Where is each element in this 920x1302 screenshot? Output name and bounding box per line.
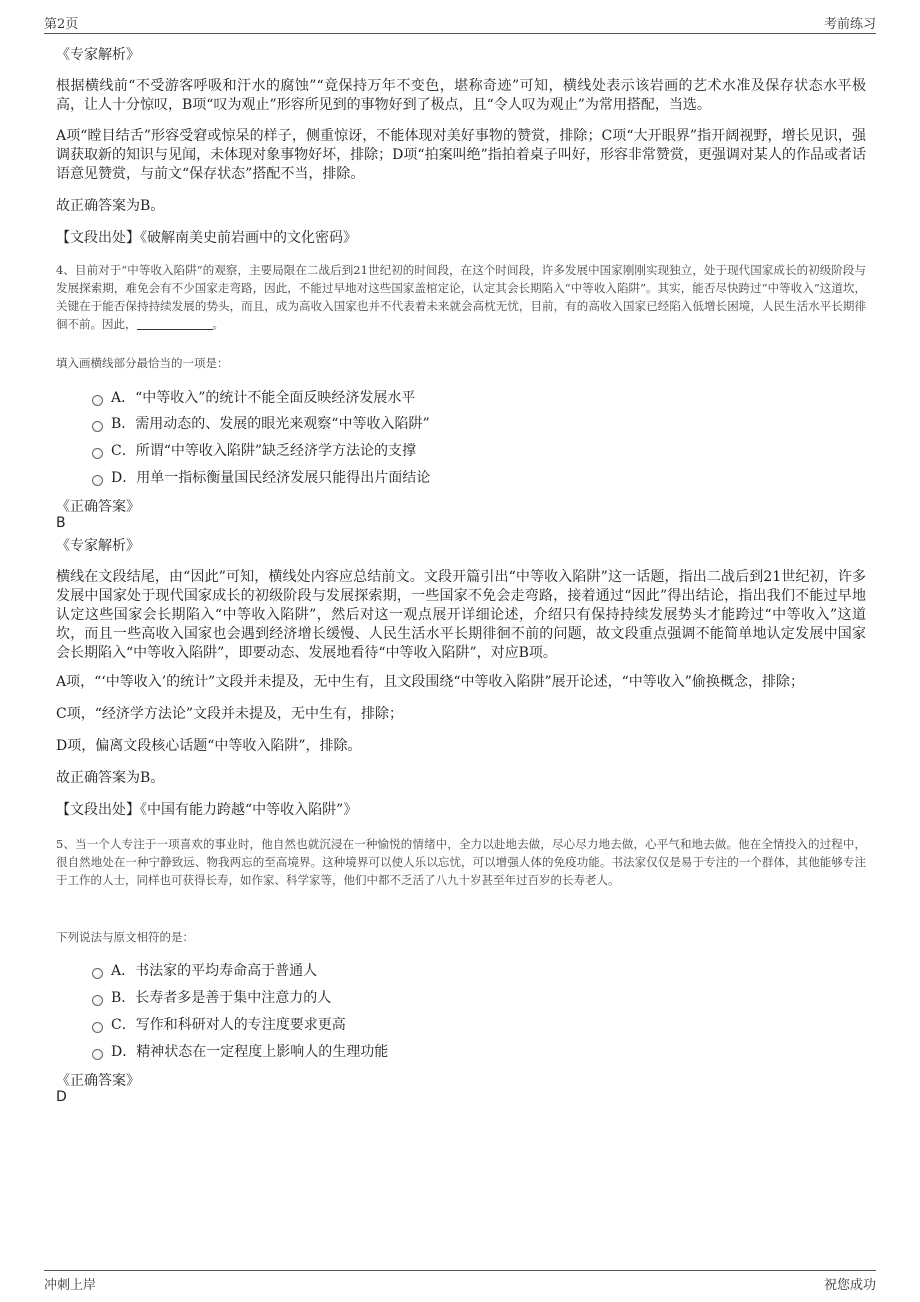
q4-stem	[56, 261, 866, 333]
q4-stem-end: 。	[212, 317, 224, 331]
q4-option-c-label: C．所谓“中等收入陷阱”缺乏经济学方法论的支撑	[111, 443, 417, 459]
q4-analysis-paragraph-1: 横线在文段结尾，由“因此”可知，横线处内容应总结前文。文段开篇引出“中等收入陷阱”这一话题，指出二战后到21世纪初，许多发展中国家处于现代国家成长的初级阶段与发展探索期，一些国家不免会走弯路，接着通过“因此”得出结论，指出我们不能过早地认定这些国家会长期陷入“中等收入陷阱”，然后对这一观点展开详细论述，介绍只有保持持续发展势头才能跨过“中等收入”这道坎，而且一些高收入国家也会遇到经济增长缓慢、人民生活水平长期徘徊不前的问题，故文段重点强调不能简单地认定发展中国家会长期陷入“中等收入陷阱”，即要动态、发展地看待“中等收入陷阱”，对应B项。	[56, 569, 866, 661]
footer-right-text: 祝您成功	[823, 1278, 876, 1293]
q5-option-d-label: D．精神状态在一定程度上影响人的生理功能	[111, 1044, 389, 1060]
q4-option-b[interactable]	[92, 415, 430, 433]
q4-source: 【文段出处】《中国有能力跨越“中等收入陷阱”》	[56, 802, 358, 818]
q4-option-a-label: A．“中等收入”的统计不能全面反映经济发展水平	[111, 390, 416, 406]
q5-option-b[interactable]	[92, 989, 331, 1007]
q4-analysis-tag: 《专家解析》	[56, 538, 140, 554]
q3-analysis-paragraph-2: A项“瞠目结舌”形容受窘或惊呆的样子，侧重惊讶，不能体现对美好事物的赞赏，排除；C项“大开眼界”指开阔视野，增长见识，强调获取新的知识与见闻，未体现对象事物好坏，排除；D项“拍案叫绝”指拍着桌子叫好，形容非常赞赏，更强调对某人的作品或者话语意见赞赏，与前文“保存状态”搭配不当，排除。	[56, 128, 866, 182]
q5-option-d[interactable]	[92, 1043, 388, 1061]
page-header	[44, 11, 876, 34]
footer-left-text: 冲刺上岸	[44, 1278, 97, 1293]
q5-prompt: 下列说法与原文相符的是：	[56, 930, 194, 944]
q4-option-d[interactable]	[92, 469, 430, 487]
q3-analysis-paragraph-1: 根据横线前“不受游客呼吸和汗水的腐蚀”“竟保持万年不变色，堪称奇迹”可知，横线处表示该岩画的艺术水准及保存状态水平极高，让人十分惊叹，B项“叹为观止”形容所见到的事物好到了极点，且“令人叹为观止”为常用搭配，当选。	[56, 78, 866, 113]
page-number: 第2页	[44, 17, 79, 32]
answer-blank	[137, 317, 213, 330]
q4-option-d-label: D．用单一指标衡量国民经济发展只能得出片面结论	[111, 470, 431, 486]
q4-option-a[interactable]	[92, 389, 415, 407]
q4-conclusion: 故正确答案为B。	[56, 770, 165, 786]
q5-answer-tag: 《正确答案》	[56, 1073, 140, 1089]
q4-stem-text: 4、目前对于“中等收入陷阱”的观察，主要局限在二战后到21世纪初的时间段，在这个时间段，许多发展中国家刚刚实现独立，处于现代国家成长的初级阶段与发展探索期，难免会有不少国家走弯路，因此，不能过早地对这些国家盖棺定论，认定其会长期陷入“中等收入陷阱”。其实，能否尽快跨过“中等收入”这道坎，关键在于能否保持持续发展的势头，而且，成为高收入国家也并不代表着未来就会高枕无忧，目前，有的高收入国家已经陷入低增长困境，人民生活水平长期徘徊不前。因此，	[56, 263, 866, 331]
q3-analysis-tag: 《专家解析》	[56, 47, 140, 63]
header-title: 考前练习	[823, 17, 876, 32]
q5-option-b-label: B．长寿者多是善于集中注意力的人	[111, 990, 332, 1006]
q5-option-c-label: C．写作和科研对人的专注度要求更高	[111, 1017, 346, 1033]
radio-icon[interactable]	[92, 448, 103, 459]
page-footer	[44, 1270, 876, 1295]
radio-icon[interactable]	[92, 475, 103, 486]
q4-option-b-label: B．需用动态的、发展的眼光来观察“中等收入陷阱”	[111, 416, 430, 432]
q5-option-c[interactable]	[92, 1016, 346, 1034]
radio-icon[interactable]	[92, 395, 103, 406]
q5-answer: D	[56, 1089, 67, 1105]
radio-icon[interactable]	[92, 1049, 103, 1060]
q3-source: 【文段出处】《破解南美史前岩画中的文化密码》	[56, 230, 357, 246]
q4-analysis-paragraph-4: D项，偏离文段核心话题“中等收入陷阱”，排除。	[56, 738, 362, 754]
q4-answer-tag: 《正确答案》	[56, 499, 140, 515]
radio-icon[interactable]	[92, 1022, 103, 1033]
q5-option-a[interactable]	[92, 962, 317, 980]
radio-icon[interactable]	[92, 968, 103, 979]
q5-option-a-label: A．书法家的平均寿命高于普通人	[111, 963, 318, 979]
q4-analysis-paragraph-2: A项，“‘中等收入’的统计”文段并未提及，无中生有，且文段围绕“中等收入陷阱”展开论述，“中等收入”偷换概念，排除；	[56, 674, 804, 690]
q4-answer: B	[56, 515, 66, 531]
q5-stem: 5、当一个人专注于一项喜欢的事业时，他自然也就沉浸在一种愉悦的情绪中，全力以赴地去做，尽心尽力地去做，心平气和地去做。他在全情投入的过程中，很自然地处在一种宁静致远、物我两忘的至高境界。这种境界可以使人乐以忘忧，可以增强人体的免疫功能。书法家仅仅是易于专注的一个群体，其他能够专注于工作的人士，同样也可获得长寿，如作家、科学家等，他们中都不乏活了八九十岁甚至年过百岁的长寿老人。	[56, 837, 866, 887]
q4-prompt: 填入画横线部分最恰当的一项是：	[56, 356, 229, 370]
radio-icon[interactable]	[92, 421, 103, 432]
radio-icon[interactable]	[92, 995, 103, 1006]
q4-analysis-paragraph-3: C项，“经济学方法论”文段并未提及，无中生有，排除；	[56, 706, 404, 722]
q4-option-c[interactable]	[92, 442, 416, 460]
q3-conclusion: 故正确答案为B。	[56, 198, 165, 214]
